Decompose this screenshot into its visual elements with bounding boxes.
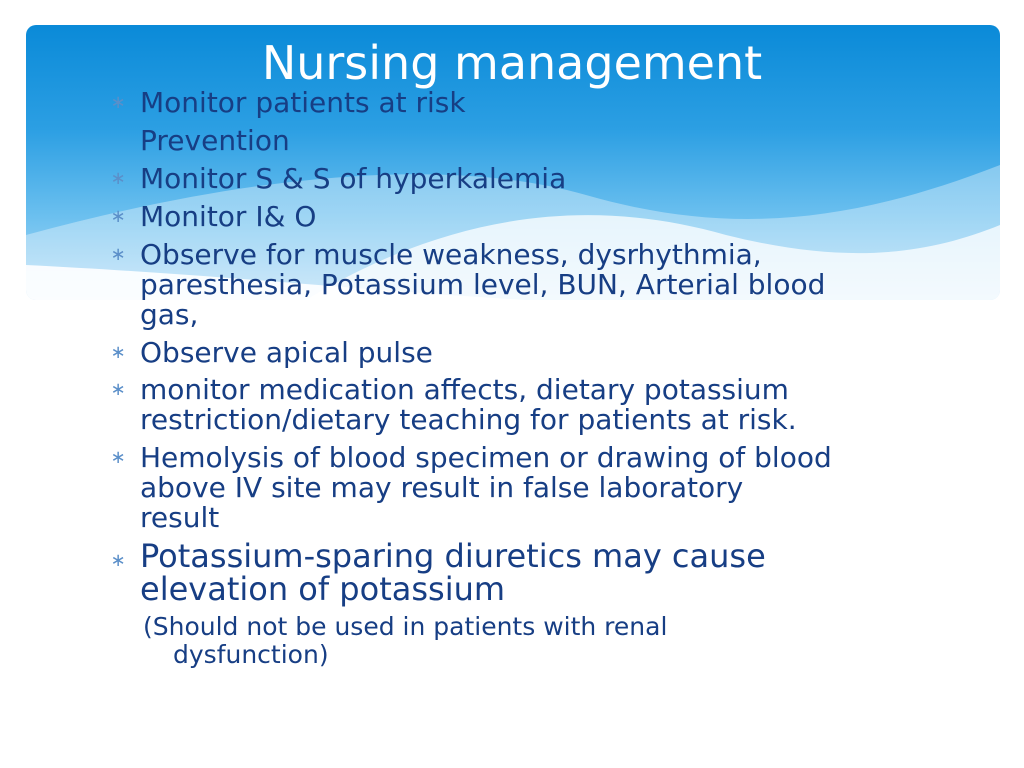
list-item: ∗ Observe apical pulse (140, 338, 940, 368)
list-item: ∗ Observe for muscle weakness, dysrhythmia, paresthesia, Potassium level, BUN, Arterial blood gas, (140, 240, 940, 330)
asterisk-icon: ∗ (110, 92, 126, 113)
list-item: Prevention (140, 124, 290, 157)
page-title: Nursing management (261, 36, 763, 90)
list-item: ∗ Monitor patients at risk (140, 88, 940, 118)
asterisk-icon: ∗ (110, 168, 126, 189)
note-text: (Should not be used in patients with renal dysfunction) (143, 612, 668, 669)
asterisk-icon: ∗ (110, 342, 126, 363)
list-item: ∗ Potassium-sparing diuretics may cause elevation of potassium (140, 540, 940, 606)
list-item: ∗ Hemolysis of blood specimen or drawing of blood above IV site may result in false laboratory result (140, 443, 940, 533)
list-item: ∗ Monitor S & S of hyperkalemia (140, 164, 940, 194)
asterisk-icon: ∗ (110, 244, 126, 265)
list-item: ∗ Monitor I& O (140, 202, 940, 232)
list-item: ∗ monitor medication affects, dietary potassium restriction/dietary teaching for patients at risk. (140, 375, 940, 435)
asterisk-icon: ∗ (110, 447, 126, 468)
asterisk-icon: ∗ (110, 379, 126, 400)
asterisk-icon: ∗ (110, 550, 126, 571)
asterisk-icon: ∗ (110, 206, 126, 227)
